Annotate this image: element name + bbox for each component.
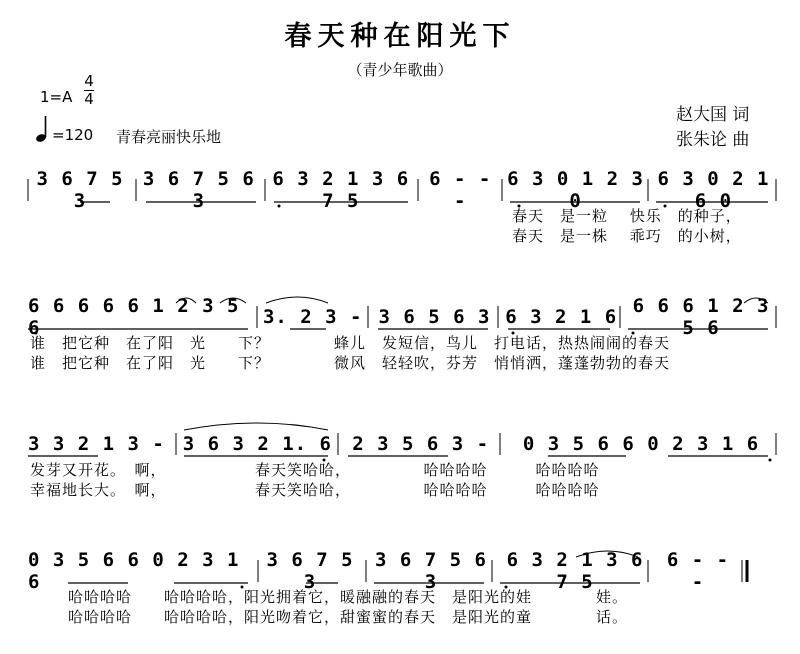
lyrics-verse-2: 哈哈哈哈 哈哈哈哈，阳光吻着它，甜蜜蜜的春天 是阳光的童 话。: [68, 608, 629, 626]
lyrics-verse-1: 哈哈哈哈 哈哈哈哈，阳光拥着它，暖融融的春天 是阳光的娃 娃。: [68, 588, 629, 606]
time-signature: [84, 74, 94, 107]
time-signature-bottom: 4: [84, 90, 94, 108]
lyrics-verse-1: 发芽又开花。 啊， 春天笑哈哈， 哈哈哈哈 哈哈哈哈: [30, 461, 600, 479]
measure: 6 6 6 6 6 1 2 3 5 6: [28, 295, 240, 339]
measure: 3. 2 3 -: [262, 306, 363, 328]
song-subtitle: （青少年歌曲）: [347, 61, 453, 79]
measure: 6 3 0 2 1 6 0: [657, 168, 770, 212]
lyrics-verse-1: 谁 把它种 在了阳 光 下？ 蜂儿 发短信，鸟儿 打电话，热热闹闹的春天: [30, 334, 671, 352]
measure: 0 3 5 6 6 0 2 3 1 6: [28, 549, 240, 593]
measure: 6 3 2 1 3 6 7 5: [272, 168, 410, 212]
measure: 3 6 7 5 3: [266, 549, 354, 593]
measure: 3 6 3 2 1. 6: [182, 433, 332, 455]
tempo-marking: =120: [52, 126, 94, 144]
staff-line-1-notes: [28, 168, 776, 212]
lyrics-verse-2: 幸福地长大。 啊， 春天笑哈哈， 哈哈哈哈 哈哈哈哈: [30, 481, 600, 499]
staff-line-1: [28, 168, 776, 246]
staff-line-2-notes: [28, 295, 776, 339]
lyrics-verse-2: 春天 是一株 乖巧 的小树，: [512, 227, 742, 245]
lyrics-verse-1: 春天 是一粒 快乐 的种子，: [512, 207, 742, 225]
measure: 0 3 5 6 6 0 2 3 1 6: [522, 433, 760, 455]
song-title: 春天种在阳光下: [284, 21, 516, 52]
staff-line-3-notes: [28, 432, 776, 456]
measure: 3 6 7 5 6 3: [142, 168, 255, 212]
measure: 6 6 6 1 2 3 5 6: [632, 295, 770, 339]
measure: 6 - - -: [666, 549, 730, 593]
expression-text: 青春亮丽快乐地: [116, 128, 222, 146]
staff-line-4: [28, 549, 776, 627]
measure: 6 3 2 1 6: [505, 306, 618, 328]
lyricist-credit: 赵大国 词: [676, 105, 750, 125]
staff-line-2: [28, 295, 776, 373]
key-signature: 1=A: [40, 88, 73, 106]
measure: 2 3 5 6 3 -: [352, 433, 490, 455]
measure: 3 6 5 6 3: [378, 306, 491, 328]
time-signature-top: 4: [84, 72, 94, 90]
composer-credit: 张朱论 曲: [676, 130, 750, 150]
measure: 6 3 0 1 2 3 0: [507, 168, 644, 212]
measure: 3 6 7 5 6 3: [375, 549, 487, 593]
staff-line-4-notes: [28, 549, 738, 593]
measure: 3 3 2 1 3 -: [28, 433, 165, 455]
staff-line-3: [28, 432, 776, 500]
lyrics-verse-2: 谁 把它种 在了阳 光 下？ 微风 轻轻吹，芬芳 悄悄洒，蓬蓬勃勃的春天: [30, 354, 671, 372]
measure: 6 - - -: [429, 168, 492, 212]
measure: 6 3 2 1 3 6 7 5: [506, 549, 644, 593]
measure: 3 6 7 5 3: [36, 168, 124, 212]
